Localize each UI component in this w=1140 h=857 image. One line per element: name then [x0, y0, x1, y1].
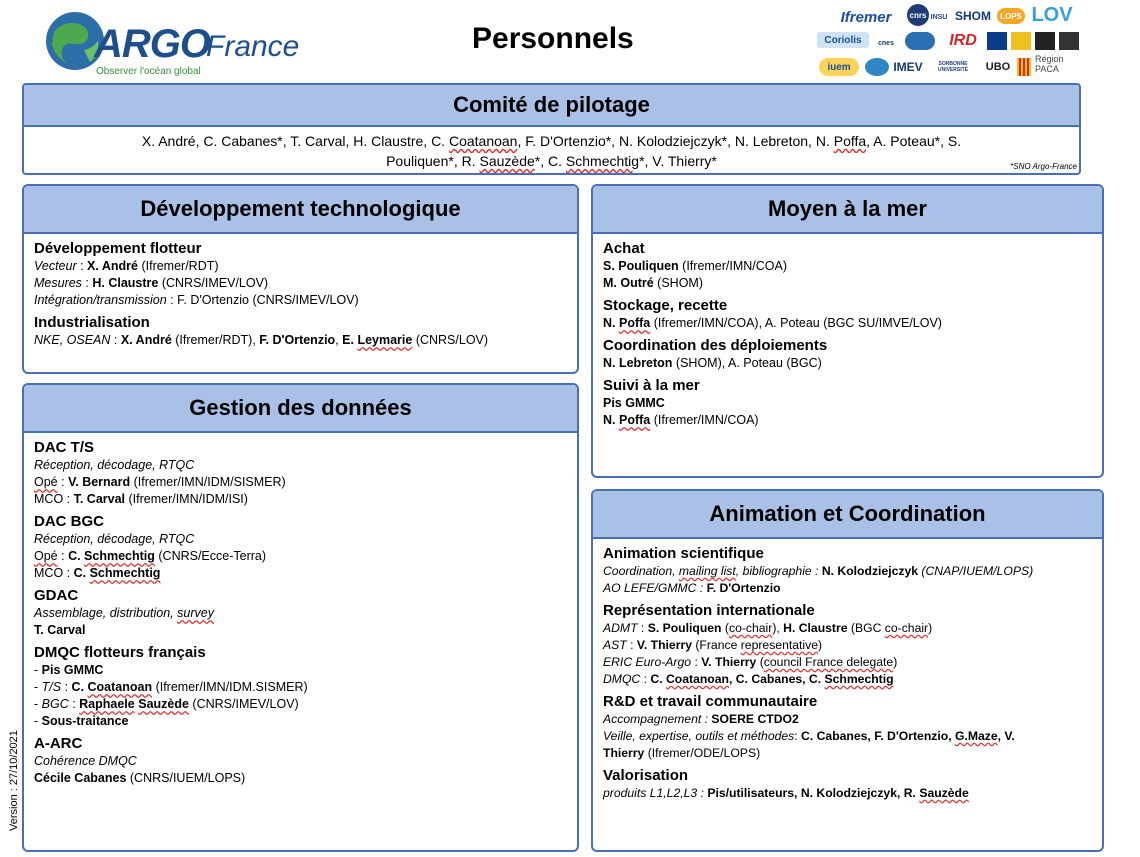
text-run: Leymarie — [357, 333, 413, 347]
text-run: Cohérence DMQC — [34, 754, 137, 768]
comite-members-line1 — [24, 131, 1079, 151]
gestion-donnees-title: Gestion des données — [24, 385, 577, 433]
text-run: S. Pouliquen — [603, 259, 679, 273]
section-title: Achat — [603, 240, 645, 257]
region-line2: PACA — [1035, 64, 1059, 74]
text-run: council France delegate — [763, 655, 894, 669]
text-run: : — [76, 259, 88, 273]
section-line — [603, 785, 1092, 802]
text-run: Raphaele — [79, 697, 135, 711]
lops-logo: LOPS — [997, 8, 1025, 24]
text-run: N. Lebreton — [603, 356, 673, 370]
section-title: GDAC — [34, 587, 79, 604]
section-line — [603, 275, 1092, 292]
section-line — [34, 332, 567, 349]
text-run: C. — [68, 549, 85, 563]
text-run: (CNRS/LOV) — [412, 333, 489, 347]
comite-note: *SNO Argo-France — [1010, 162, 1077, 171]
comite-pilotage-title: Comité de pilotage — [24, 85, 1079, 127]
section-title: R&D et travail communautaire — [603, 693, 818, 710]
section-title: Industrialisation — [34, 314, 150, 331]
text-run: Réception, décodage, RTQC — [34, 532, 195, 546]
ird-logo: IRD — [949, 32, 977, 49]
logo-tagline: Observer l'océan global — [96, 66, 201, 77]
partner-mark-4 — [1035, 32, 1055, 50]
text-run: Coatanoan — [448, 133, 518, 149]
text-run: produits L1,L2,L3 : — [603, 786, 708, 800]
dev-techno-title: Développement technologique — [24, 186, 577, 234]
text-run: H. Claustre — [783, 621, 848, 635]
section-line — [603, 620, 1092, 637]
section-title: DAC BGC — [34, 513, 104, 530]
text-run: (SHOM), A. Poteau (BGC) — [672, 356, 822, 370]
gestion-donnees-box — [22, 383, 579, 852]
text-run: S. Pouliquen — [647, 621, 722, 635]
sorbonne-logo: SORBONNE UNIVERSITÉ — [937, 61, 968, 73]
text-run: ) — [893, 655, 898, 669]
text-run: *, C. — [534, 153, 566, 169]
text-run: ERIC Euro-Argo — [603, 655, 692, 669]
cnrs-logo: cnrs — [907, 4, 929, 26]
gestion-donnees-body — [24, 433, 577, 787]
text-run: (Ifremer/IMN/COA) — [650, 413, 759, 427]
section-line — [603, 671, 1092, 688]
section-line — [34, 605, 567, 622]
partner-mark-5 — [1059, 32, 1079, 50]
section-line — [603, 395, 1092, 412]
text-run: Veille, expertise, outils et méthodes — [603, 729, 795, 743]
region-line1: Région — [1035, 54, 1064, 64]
section-line — [603, 711, 1092, 728]
text-run: : — [57, 549, 69, 563]
text-run: mailing list — [678, 564, 736, 578]
text-run: (Ifremer/IMN/IDM/ISI) — [125, 492, 248, 506]
text-run: (Ifremer/IMN/COA) — [678, 259, 788, 273]
text-run: , A. Poteau*, S. — [866, 133, 962, 149]
text-run: (Ifremer/RDT), — [171, 333, 260, 347]
section-line — [603, 745, 1092, 762]
imev-logo: IMEV — [893, 60, 923, 74]
text-run: G.Maze — [954, 729, 998, 743]
text-run: : F. D'Ortenzio (CNRS/IMEV/LOV) — [166, 293, 359, 307]
partner-mark-1 — [905, 32, 935, 50]
section-line — [34, 770, 567, 787]
partner-mark-3 — [1011, 32, 1031, 50]
text-run: M. Outré — [603, 276, 654, 290]
text-run: : — [57, 475, 69, 489]
section-line — [603, 355, 1092, 372]
section-line — [34, 292, 567, 309]
section-line — [34, 753, 567, 770]
section-title: Suivi à la mer — [603, 377, 700, 394]
ubo-logo: UBO — [985, 61, 1011, 73]
section-title: Stockage, recette — [603, 297, 728, 314]
lov-logo: LOV — [1031, 3, 1073, 26]
text-run: Sauzède — [138, 697, 189, 711]
section-line — [603, 315, 1092, 332]
section-title: Animation scientifique — [603, 545, 764, 562]
text-run: X. André, C. Cabanes*, T. Carval, H. Claustre, C. — [141, 133, 449, 149]
text-run: DMQC — [603, 672, 641, 686]
section-line — [34, 565, 567, 582]
section-line — [34, 696, 567, 713]
text-run: Coordination, — [603, 564, 679, 578]
text-run: co-chair — [728, 621, 773, 635]
text-run: Coatanoan — [666, 672, 729, 686]
section-line — [603, 412, 1092, 429]
section-title: Coordination des déploiements — [603, 337, 828, 354]
animation-box — [591, 489, 1104, 852]
text-run: Vecteur — [34, 259, 77, 273]
text-run: Poffa — [618, 413, 651, 427]
text-run: ( — [721, 621, 729, 635]
text-run: C. — [73, 566, 90, 580]
text-run: : — [794, 729, 802, 743]
text-run: Sauzède — [919, 786, 969, 800]
text-run: co-chair — [884, 621, 929, 635]
section-line — [34, 457, 567, 474]
text-run: T/S — [41, 680, 62, 694]
text-run: X. André — [87, 259, 138, 273]
text-run: Schmechtig — [89, 566, 161, 580]
text-run: Intégration/transmission — [34, 293, 167, 307]
animation-body — [593, 539, 1102, 802]
section-line — [603, 563, 1092, 580]
text-run: Sauzède — [479, 153, 535, 169]
text-run: Assemblage, distribution, — [34, 606, 178, 620]
page-title: Personnels — [472, 22, 634, 55]
text-run: (BGC — [847, 621, 885, 635]
section-line — [603, 580, 1092, 597]
text-run: , F. D'Ortenzio*, N. Kolodziejczyk*, N. Lebreton, N. — [517, 133, 834, 149]
section-line — [34, 622, 567, 639]
coriolis-logo: Coriolis — [817, 32, 869, 48]
text-run: survey — [177, 606, 214, 620]
section-line — [34, 491, 567, 508]
text-run: N. — [603, 413, 619, 427]
section-line — [34, 474, 567, 491]
text-run: T. Carval — [73, 492, 126, 506]
text-run: Opé — [34, 475, 58, 489]
text-run: X. André — [120, 333, 172, 347]
text-run: (Ifremer/IMN/COA), A. Poteau (BGC SU/IMVE/LOV) — [650, 316, 942, 330]
moyen-mer-box — [591, 184, 1104, 478]
text-run: (Ifremer/RDT) — [137, 259, 219, 273]
text-run: N. Kolodziejczyk — [821, 564, 919, 578]
section-title: A-ARC — [34, 735, 83, 752]
text-run: : — [81, 276, 93, 290]
section-title: Développement flotteur — [34, 240, 202, 257]
text-run: F. D'Ortenzio — [259, 333, 336, 347]
text-run: (CNRS/IMEV/LOV) — [188, 697, 299, 711]
text-run: - — [34, 680, 42, 694]
section-line — [34, 531, 567, 548]
text-run: - — [34, 714, 42, 728]
section-line — [34, 258, 567, 275]
text-run: *, V. Thierry* — [639, 153, 717, 169]
section-title: Valorisation — [603, 767, 689, 784]
text-run: (SHOM) — [653, 276, 704, 290]
text-run: Sous-traitance — [41, 714, 129, 728]
text-run: Schmechtig — [84, 549, 155, 563]
text-run: (Ifremer/IMN/IDM.SISMER) — [152, 680, 308, 694]
text-run: V. Bernard — [68, 475, 131, 489]
text-run: ( — [756, 655, 764, 669]
text-run: ), — [772, 621, 784, 635]
text-run: : — [626, 638, 637, 652]
text-run: Schmechtig — [824, 672, 894, 686]
text-run: - — [34, 663, 42, 677]
text-run: Réception, décodage, RTQC — [34, 458, 195, 472]
text-run: Schmechtig — [565, 153, 640, 169]
text-run: : — [637, 621, 648, 635]
text-run: (France — [691, 638, 741, 652]
text-run: Pis GMMC — [603, 396, 665, 410]
cnes-logo: cnes — [878, 39, 894, 47]
section-title: DAC T/S — [34, 439, 94, 456]
insu-logo: INSU — [930, 13, 948, 21]
moyen-mer-body — [593, 234, 1102, 429]
text-run: - — [34, 697, 42, 711]
text-run: Thierry — [603, 746, 645, 760]
text-run: , V. — [997, 729, 1015, 743]
text-run: (Ifremer/IMN/IDM/SISMER) — [130, 475, 286, 489]
partner-logos — [815, 2, 1085, 80]
moyen-mer-title: Moyen à la mer — [593, 186, 1102, 234]
text-run: : — [640, 672, 651, 686]
text-run: Pouliquen*, R. — [386, 153, 480, 169]
logo-argo-text: ARGO — [94, 22, 210, 66]
text-run: C. Cabanes, F. D'Ortenzio, — [801, 729, 955, 743]
section-line — [34, 275, 567, 292]
ifremer-logo: Ifremer — [840, 8, 892, 26]
text-run: (CNAP/IUEM/LOPS) — [918, 564, 1034, 578]
animation-title: Animation et Coordination — [593, 491, 1102, 539]
region-paca-logo — [1035, 54, 1081, 78]
text-run: : — [691, 655, 702, 669]
text-run: MCO : — [34, 566, 74, 580]
text-run: : — [68, 697, 80, 711]
version-label: Version : 27/10/2021 — [8, 730, 20, 831]
text-run: SOERE CTDO2 — [711, 712, 799, 726]
section-line — [603, 728, 1092, 745]
partner-mark-7 — [1017, 58, 1031, 76]
text-run: : — [110, 333, 121, 347]
text-run: AO LEFE/GMMC : — [603, 581, 707, 595]
logo-france-text: France — [206, 30, 300, 63]
text-run: Poffa — [618, 316, 651, 330]
text-run: (CNRS/IUEM/LOPS) — [126, 771, 246, 785]
text-run: BGC — [41, 697, 69, 711]
text-run: ADMT — [603, 621, 638, 635]
section-line — [603, 637, 1092, 654]
text-run: N. — [603, 316, 619, 330]
text-run: (CNRS/Ecce-Terra) — [154, 549, 267, 563]
text-run: ) — [817, 638, 823, 652]
argo-france-logo — [44, 8, 324, 80]
text-run: V. Thierry — [636, 638, 692, 652]
text-run: C. — [71, 680, 88, 694]
text-run: F. D'Ortenzio — [706, 581, 781, 595]
text-run: Accompagnement : — [603, 712, 712, 726]
text-run: Opé — [34, 549, 58, 563]
text-run: T. Carval — [34, 623, 86, 637]
text-run: representative — [740, 638, 818, 652]
text-run: C. — [650, 672, 666, 686]
text-run: ) — [928, 621, 933, 635]
shom-logo: SHOM — [955, 9, 991, 23]
section-line — [34, 679, 567, 696]
iuem-logo: iuem — [819, 58, 859, 76]
text-run: , bibliographie : — [735, 564, 822, 578]
text-run: : — [61, 680, 72, 694]
section-line — [603, 258, 1092, 275]
text-run: Pis GMMC — [41, 663, 104, 677]
text-run: , C. Cabanes, C. — [728, 672, 825, 686]
partner-mark-6 — [865, 58, 889, 76]
text-run: (CNRS/IMEV/LOV) — [158, 276, 269, 290]
section-title: Représentation internationale — [603, 602, 815, 619]
text-run: Poffa — [833, 133, 867, 149]
dev-techno-body — [24, 234, 577, 349]
text-run: NKE, OSEAN — [34, 333, 111, 347]
partner-mark-2 — [987, 32, 1007, 50]
text-run: Coatanoan — [87, 680, 153, 694]
section-title: DMQC flotteurs français — [34, 644, 206, 661]
comite-pilotage-box — [22, 83, 1081, 175]
section-line — [34, 713, 567, 730]
text-run: Cécile Cabanes — [34, 771, 127, 785]
section-line — [34, 662, 567, 679]
text-run: V. Thierry — [701, 655, 757, 669]
text-run: AST — [603, 638, 627, 652]
text-run: (Ifremer/ODE/LOPS) — [644, 746, 761, 760]
text-run: H. Claustre — [92, 276, 159, 290]
text-run: MCO : — [34, 492, 74, 506]
text-run: , — [335, 333, 343, 347]
text-run: Mesures — [34, 276, 82, 290]
section-line — [603, 654, 1092, 671]
dev-techno-box — [22, 184, 579, 374]
comite-members-line2 — [24, 151, 1079, 171]
section-line — [34, 548, 567, 565]
text-run: E. — [342, 333, 358, 347]
text-run: Pis/utilisateurs, N. Kolodziejczyk, R. — [707, 786, 920, 800]
